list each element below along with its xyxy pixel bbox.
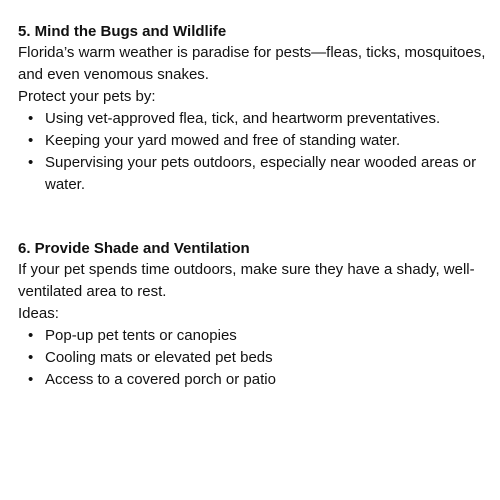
list-item bbox=[18, 130, 486, 152]
section-intro: If your pet spends time outdoors, make sure they have a shady, well-ventilated area to rest. bbox=[18, 261, 475, 300]
list-item-text: Pop-up pet tents or canopies bbox=[45, 327, 237, 344]
section-intro: Florida’s warm weather is paradise for pests—fleas, ticks, mosquitoes, and even venomous snakes. bbox=[18, 44, 486, 83]
list-item bbox=[18, 152, 486, 196]
ideas-list bbox=[18, 325, 486, 391]
list-item bbox=[18, 369, 486, 391]
tips-list bbox=[18, 108, 486, 196]
list-item bbox=[18, 347, 486, 369]
section-heading: 6. Provide Shade and Ventilation bbox=[18, 240, 250, 257]
bullet-icon: • bbox=[28, 327, 34, 344]
section-lead: Ideas: bbox=[18, 305, 59, 322]
bullet-icon: • bbox=[28, 371, 34, 388]
section-bugs-wildlife bbox=[18, 22, 486, 196]
bullet-icon: • bbox=[28, 132, 34, 149]
section-shade-ventilation bbox=[18, 239, 486, 391]
list-item bbox=[18, 108, 486, 130]
bullet-icon: • bbox=[28, 154, 34, 171]
list-item-text: Keeping your yard mowed and free of standing water. bbox=[45, 132, 401, 149]
list-item-text: Using vet-approved flea, tick, and heartworm preventatives. bbox=[45, 110, 441, 127]
list-item-text: Cooling mats or elevated pet beds bbox=[45, 349, 273, 366]
section-heading: 5. Mind the Bugs and Wildlife bbox=[18, 23, 227, 40]
bullet-icon: • bbox=[28, 110, 34, 127]
bullet-icon: • bbox=[28, 349, 34, 366]
list-item bbox=[18, 325, 486, 347]
list-item-text: Supervising your pets outdoors, especially near wooded areas or water. bbox=[45, 154, 477, 193]
list-item-text: Access to a covered porch or patio bbox=[45, 371, 276, 388]
section-lead: Protect your pets by: bbox=[18, 88, 156, 105]
